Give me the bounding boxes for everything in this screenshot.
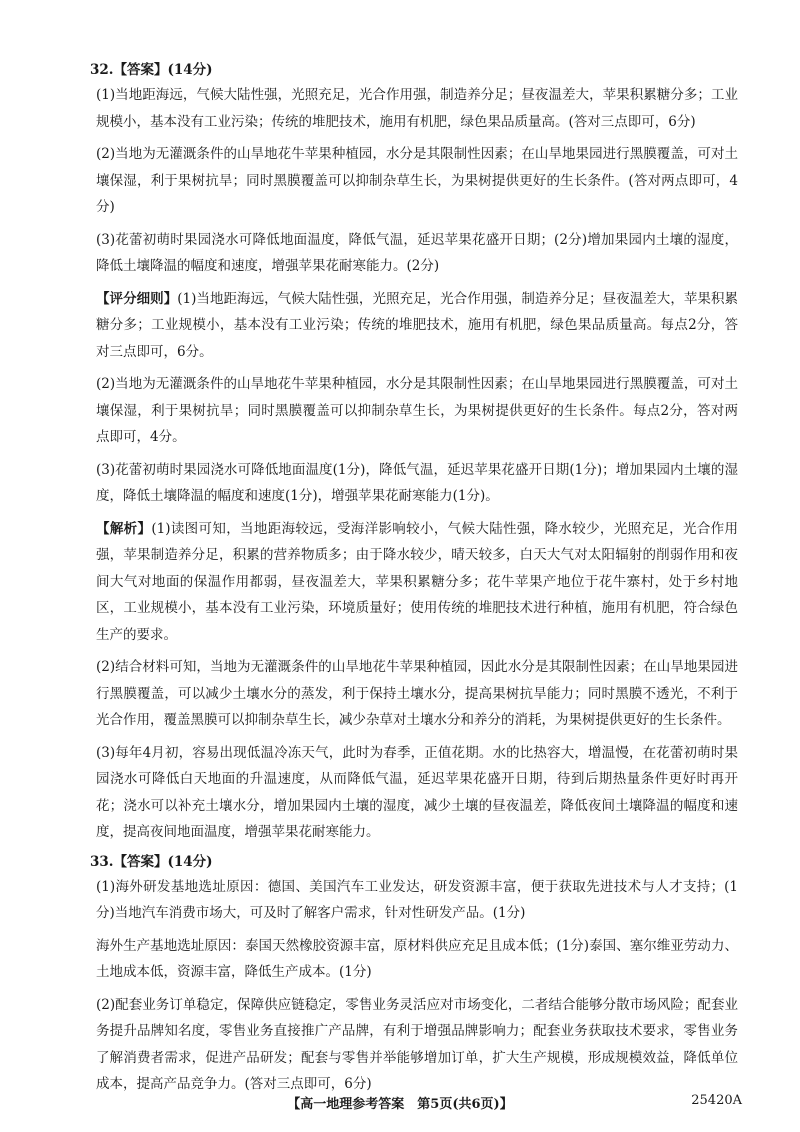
q32-scoring-2: (2)当地为无灌溉条件的山旱地花牛苹果种植园，水分是其限制性因素；在山旱地果园进行黑膜覆盖，可对土壤保湿，利于果树抗旱；同时黑膜覆盖可以抑制杂草生长，为果树提供更好的生长条件。每点2分，答对两点即可，4分。	[96, 376, 738, 445]
question-33-header: 33.【答案】(14分)	[90, 853, 213, 870]
question-32	[90, 58, 739, 846]
question-33	[90, 850, 738, 1098]
q32-answer-3: (3)花蕾初萌时果园浇水可降低地面温度，降低气温，延迟苹果花盛开日期；(2分)增加果园内土壤的湿度，降低土壤降温的幅度和速度，增强苹果花耐寒能力。(2分)	[96, 231, 738, 274]
q32-analysis-1	[96, 516, 738, 649]
q32-analysis-3: (3)每年4月初，容易出现低温冷冻天气，此时为春季，正值花期。水的比热容大，增温慢，在花蕾初萌时果园浇水可降低白天地面的升温速度，从而降低气温，延迟苹果花盛开日期，待到后期热量条件更好时再开花；浇水可以补充土壤水分，增加果园内土壤的湿度，减少土壤的昼夜温差，降低夜间土壤降温的幅度和速度，提高夜间地面温度，增强苹果花耐寒能力。	[96, 744, 738, 840]
q33-answer-3: (2)配套业务订单稳定，保障供应链稳定，零售业务灵活应对市场变化，二者结合能够分散市场风险；配套业务提升品牌知名度，零售业务直接推广产品牌，有利于增强品牌影响力；配套业务获取技术要求，零售业务了解消费者需求，促进产品研发；配套与零售并举能够增加订单，扩大生产规模，形成规模效益，降低单位成本，提高产品竞争力。(答对三点即可，6分)	[96, 996, 738, 1092]
q32-scoring-1	[96, 286, 738, 366]
q32-scoring-1-text: (1)当地距海远，气候大陆性强，光照充足，光合作用强，制造养分足；昼夜温差大，苹果积累糖分多；工业规模小，基本没有工业污染；传统的堆肥技术，施用有机肥，绿色果品质量高。每点2分，答对三点即可，6分。	[96, 290, 739, 360]
q32-analysis-2: (2)结合材料可知，当地为无灌溉条件的山旱地花牛苹果种植园，因此水分是其限制性因素；在山旱地果园进行黑膜覆盖，可以减少土壤水分的蒸发，利于保持土壤水分，提高果树抗旱能力；同时黑膜不透光，不利于光合作用，覆盖黑膜可以抑制杂草生长，减少杂草对土壤水分和养分的消耗，为果树提供更好的生长条件。	[96, 659, 738, 728]
q32-answer-2: (2)当地为无灌溉条件的山旱地花牛苹果种植园，水分是其限制性因素；在山旱地果园进行黑膜覆盖，可对土壤保湿，利于果树抗旱；同时黑膜覆盖可以抑制杂草生长，为果树提供更好的生长条件。(答对两点即可，4分)	[96, 146, 738, 215]
q32-analysis-1-text: (1)读图可知，当地距海较远，受海洋影响较小，气候大陆性强，降水较少，光照充足，光合作用强，苹果制造养分足，积累的营养物质多；由于降水较少，晴天较多，白天大气对太阳辐射的削弱作用和夜间大气对地面的保温作用都弱，昼夜温差大，苹果积累糖分多；花牛苹果产地位于花牛寨村，处于乡村地区，工业规模小，基本没有工业污染，环境质量好；使用传统的堆肥技术进行种植，施用有机肥，符合绿色生产的要求。	[96, 520, 739, 643]
q33-answer-1: (1)海外研发基地选址原因：德国、美国汽车工业发达，研发资源丰富，便于获取先进技术与人才支持；(1分)当地汽车消费市场大，可及时了解客户需求，针对性研发产品。(1分)	[96, 878, 738, 921]
exam-code: 25420A	[691, 1093, 742, 1108]
analysis-tag: 【解析】	[96, 520, 152, 537]
q32-scoring-3: (3)花蕾初萌时果园浇水可降低地面温度(1分)，降低气温，延迟苹果花盛开日期(1分)；增加果园内土壤的湿度，降低土壤降温的幅度和速度(1分)，增强苹果花耐寒能力(1分)。	[96, 461, 738, 504]
scoring-tag: 【评分细则】	[96, 290, 178, 307]
page-footer: 【高一地理参考答案 第5页(共6页)】	[287, 1097, 513, 1112]
q32-answer-1: (1)当地距海远，气候大陆性强，光照充足，光合作用强，制造养分足；昼夜温差大，苹果积累糖分多；工业规模小，基本没有工业污染；传统的堆肥技术，施用有机肥，绿色果品质量高。(答对三点即可，6分)	[96, 87, 738, 130]
q33-answer-2: 海外生产基地选址原因：泰国天然橡胶资源丰富，原材料供应充足且成本低；(1分)泰国、塞尔维亚劳动力、土地成本低，资源丰富，降低生产成本。(1分)	[96, 937, 738, 980]
question-32-header: 32.【答案】(14分)	[90, 62, 213, 78]
